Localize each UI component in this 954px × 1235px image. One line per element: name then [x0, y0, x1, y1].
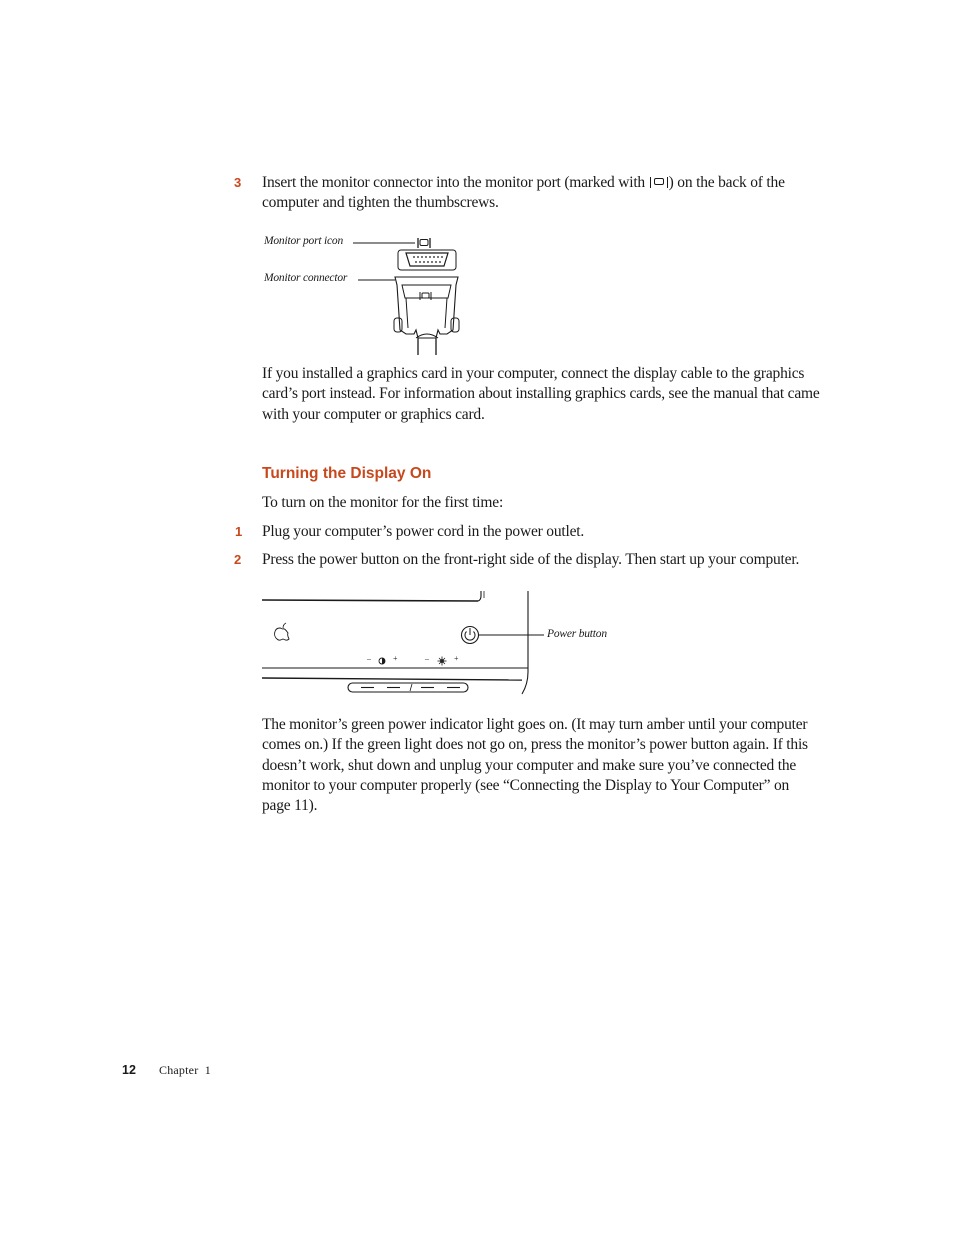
brightness-icon: [438, 657, 447, 666]
closing-line3: doesn’t work, shut down and unplug your computer and make sure you’ve connected the: [262, 756, 797, 774]
step-1-text: Plug your computer’s power cord in the power outlet.: [262, 523, 585, 540]
apple-logo-icon: [275, 623, 289, 640]
step-3-line2: computer and tighten the thumbscrews.: [262, 194, 499, 212]
step-2-text: Press the power button on the front-right side of the display. Then start up your computer.: [262, 551, 800, 568]
page-number: 12: [122, 1063, 136, 1077]
callout-monitor-connector: Monitor connector: [264, 272, 348, 284]
closing-line2: comes on.) If the green light does not go on, press the monitor’s power button again. If this: [262, 736, 808, 754]
callout-power-button: Power button: [547, 628, 607, 640]
contrast-icon: [379, 658, 385, 664]
section-intro: To turn on the monitor for the first time:: [262, 494, 504, 511]
contrast-minus: –: [367, 654, 371, 663]
chapter-label: Chapter 1: [159, 1063, 211, 1077]
graphics-card-line3: with your computer or graphics card.: [262, 405, 485, 423]
port-icon-small: [418, 238, 430, 248]
graphics-card-line2: card’s port instead. For information about installing graphics cards, see the manual that came: [262, 385, 820, 403]
step-3-line1-end: ) on the back of the: [668, 174, 785, 191]
closing-line1: The monitor’s green power indicator light goes on. (It may turn amber until your computer: [262, 716, 808, 733]
contrast-plus: +: [393, 654, 398, 663]
graphics-card-paragraph: [262, 364, 842, 425]
power-icon: [462, 627, 479, 644]
display-front-illustration: [260, 588, 550, 703]
brightness-minus: –: [425, 654, 429, 663]
graphics-card-line1: If you installed a graphics card in your computer, connect the display cable to the graphics: [262, 365, 805, 382]
closing-paragraph: [262, 715, 842, 816]
section-heading: Turning the Display On: [262, 465, 432, 482]
callout-monitor-port-icon: Monitor port icon: [264, 235, 344, 247]
monitor-port-icon: [650, 177, 668, 188]
step-3-text: [262, 173, 822, 214]
monitor-connector-illustration: [350, 230, 470, 355]
step-3-line1-start: Insert the monitor connector into the monitor port (marked with: [262, 174, 649, 191]
brightness-plus: +: [454, 654, 459, 663]
step-number-2: 2: [234, 552, 242, 567]
step-number-1: 1: [235, 524, 243, 539]
step-number-3: 3: [234, 175, 242, 190]
closing-line5: page 11).: [262, 797, 318, 815]
control-buttons: [348, 683, 468, 692]
closing-line4: monitor to your computer properly (see “Connecting the Display to Your Computer” on: [262, 776, 790, 794]
